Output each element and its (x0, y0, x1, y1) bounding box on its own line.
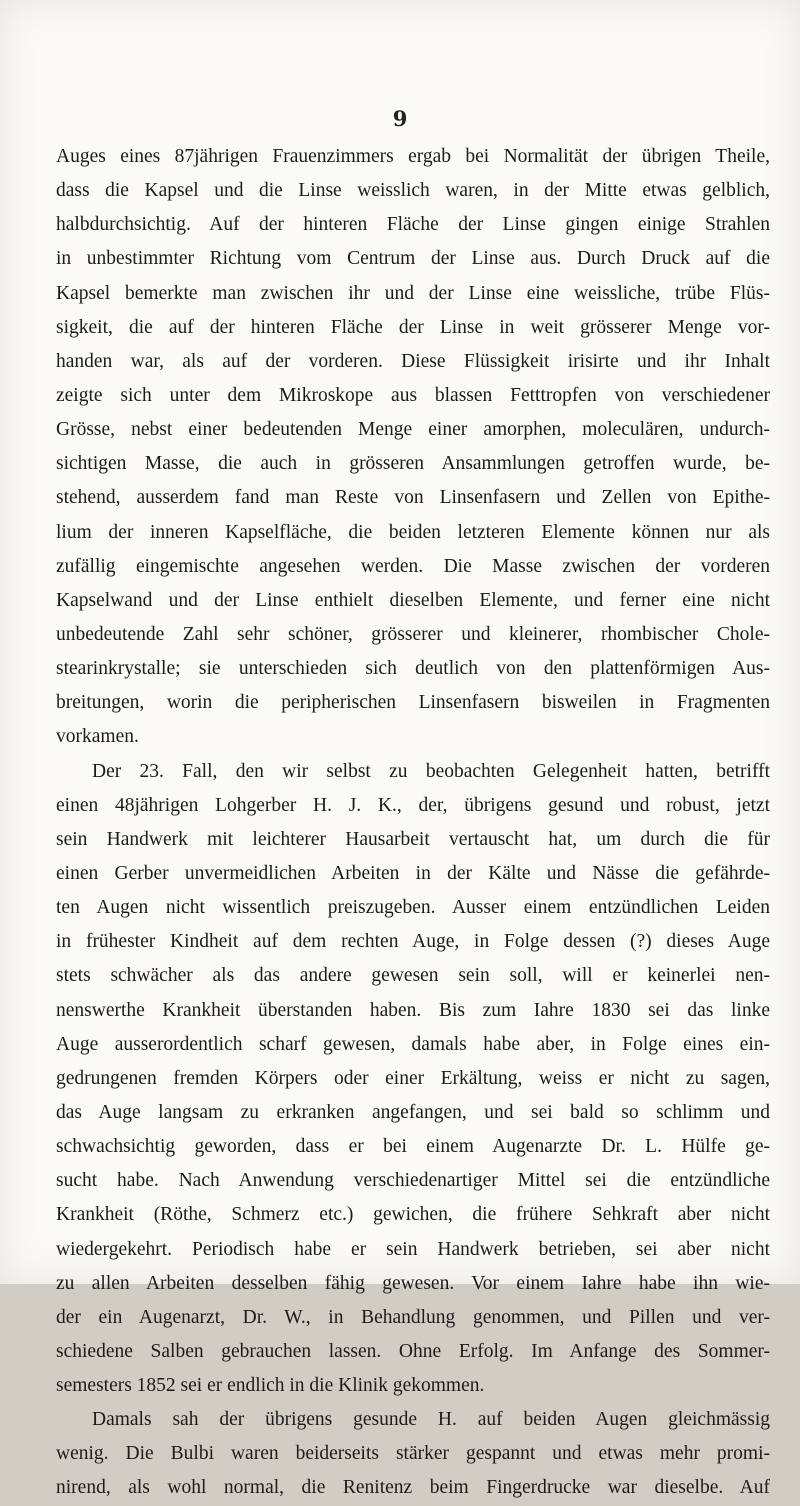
text-line: unbedeutende Zahl sehr schöner, grösserer und kleinerer, rhombischer Chole- (56, 623, 770, 645)
text-line: sucht habe. Nach Anwendung verschiedenartiger Mittel sei die entzündliche (56, 1170, 770, 1192)
text-line: Krankheit (Röthe, Schmerz etc.) gewichen, die frühere Sehkraft aber nicht (56, 1204, 770, 1226)
text-line: einen Gerber unvermeidlichen Arbeiten in der Kälte und Nässe die gefährde- (56, 862, 770, 884)
text-line: in unbestimmter Richtung vom Centrum der Linse aus. Durch Druck auf die (56, 248, 770, 270)
text-line: nenswerthe Krankheit überstanden haben. Bis zum Iahre 1830 sei das linke (56, 999, 770, 1021)
text-line: schwachsichtig geworden, dass er bei einem Augenarzte Dr. L. Hülfe ge- (56, 1136, 770, 1158)
text-line: zufällig eingemischte angesehen werden. Die Masse zwischen der vorderen (56, 555, 770, 577)
text-line: sigkeit, die auf der hinteren Fläche der Linse in weit grösserer Menge vor- (56, 316, 770, 338)
text-line: ten Augen nicht wissentlich preiszugeben. Ausser einem entzündlichen Leiden (56, 897, 770, 919)
text-line: vorkamen. (56, 726, 139, 748)
text-line: stehend, ausserdem fand man Reste von Linsenfasern und Zellen von Epithe- (56, 487, 770, 509)
text-line: wenig. Die Bulbi waren beiderseits stärker gespannt und etwas mehr promi- (56, 1443, 770, 1465)
text-line: Damals sah der übrigens gesunde H. auf beiden Augen gleichmässig (92, 1409, 770, 1431)
text-line: nirend, als wohl normal, die Renitenz beim Fingerdrucke war dieselbe. Auf (56, 1477, 770, 1499)
body-text (56, 140, 770, 1506)
page-number: 9 (392, 106, 408, 131)
text-line: in frühester Kindheit auf dem rechten Auge, in Folge dessen (?) dieses Auge (56, 931, 770, 953)
text-line: stets schwächer als das andere gewesen sein soll, will er keinerlei nen- (56, 965, 770, 987)
text-line: der ein Augenarzt, Dr. W., in Behandlung genommen, und Pillen und ver- (56, 1306, 770, 1328)
text-line: einen 48jährigen Lohgerber H. J. K., der, übrigens gesund und robust, jetzt (56, 794, 770, 816)
text-line: schiedene Salben gebrauchen lassen. Ohne Erfolg. Im Anfange des Sommer- (56, 1340, 770, 1362)
text-line: zeigte sich unter dem Mikroskope aus blassen Fetttropfen von verschiedener (56, 384, 770, 406)
text-line: breitungen, worin die peripherischen Linsenfasern bisweilen in Fragmenten (56, 692, 770, 714)
text-line: wiedergekehrt. Periodisch habe er sein Handwerk betrieben, sei aber nicht (56, 1238, 770, 1260)
text-line: stearinkrystalle; sie unterschieden sich deutlich von den plattenförmigen Aus- (56, 658, 770, 680)
text-line: zu allen Arbeiten desselben fähig gewesen. Vor einem Iahre habe ihn wie- (56, 1272, 770, 1294)
text-line: gedrungenen fremden Körpers oder einer Erkältung, weiss er nicht zu sagen, (56, 1067, 770, 1089)
text-line: Grösse, nebst einer bedeutenden Menge einer amorphen, moleculären, undurch- (56, 419, 770, 441)
text-line: semesters 1852 sei er endlich in die Klinik gekommen. (56, 1375, 485, 1397)
text-line: Der 23. Fall, den wir selbst zu beobachten Gelegenheit hatten, betrifft (92, 760, 770, 782)
text-line: Auges eines 87jährigen Frauenzimmers ergab bei Normalität der übrigen Theile, (56, 146, 770, 167)
text-line: sichtigen Masse, die auch in grösseren Ansammlungen getroffen wurde, be- (56, 453, 770, 475)
text-line: halbdurchsichtig. Auf der hinteren Fläche der Linse gingen einige Strahlen (56, 214, 770, 236)
text-line: dass die Kapsel und die Linse weisslich waren, in der Mitte etwas gelblich, (56, 180, 770, 202)
text-line: handen war, als auf der vorderen. Diese Flüssigkeit irisirte und ihr Inhalt (56, 350, 770, 372)
text-line: Auge ausserordentlich scharf gewesen, damals habe aber, in Folge eines ein- (56, 1033, 770, 1055)
text-line: Kapsel bemerkte man zwischen ihr und der Linse eine weissliche, trübe Flüs- (56, 282, 770, 304)
text-line: sein Handwerk mit leichterer Hausarbeit vertauscht hat, um durch die für (56, 828, 770, 850)
text-line: lium der inneren Kapselfläche, die beiden letzteren Elemente können nur als (56, 521, 770, 543)
text-line: Kapselwand und der Linse enthielt dieselben Elemente, und ferner eine nicht (56, 589, 770, 611)
text-line: das Auge langsam zu erkranken angefangen, und sei bald so schlimm und (56, 1101, 770, 1123)
